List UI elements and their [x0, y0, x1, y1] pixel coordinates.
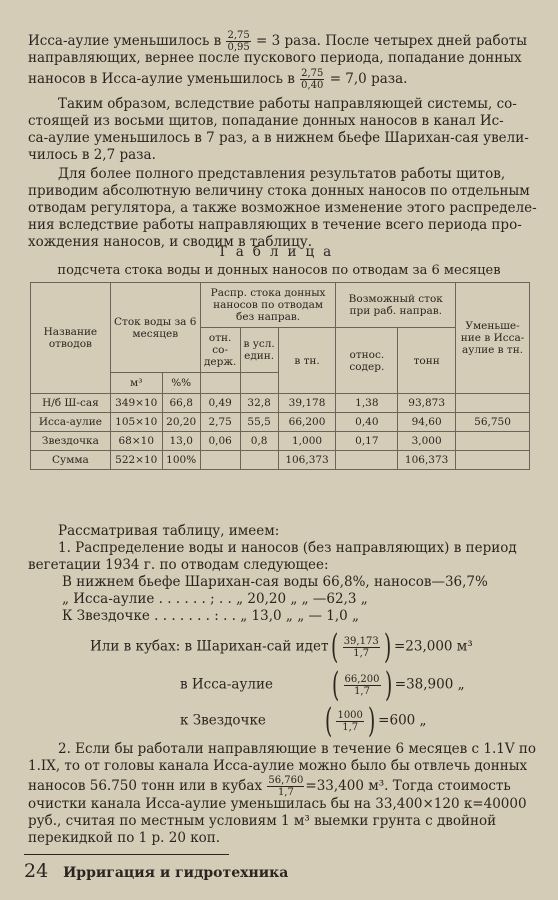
fraction: $\frac{2,75}{0,95}$: [227, 30, 250, 53]
header-pct: %%: [162, 373, 200, 394]
fraction: $\frac{56,760}{1,7}$: [268, 775, 304, 798]
cube-line3: к Звездочке ( $\frac{1000}{1,7}$ ) =600 „: [180, 701, 427, 741]
para4-line3: наносов 56.750 тонн или в кубах $\frac{56,760}{1,7}$ =33,400 м³. Тогда стоимость: [28, 775, 511, 798]
header-distribution: Распр. стока донных наносов по отводам без направ.: [200, 283, 336, 328]
para4-line1: 2. Если бы работали направляющие в течение 6 месяцев с 1.1V по: [58, 741, 536, 757]
para3-line5: хождения наносов, и сводим в таблицу.: [28, 234, 313, 250]
header-tonn: тонн: [398, 328, 456, 394]
fraction: $\frac{2,75}{0,40}$: [301, 68, 324, 91]
analysis-p1-line1: 1. Распределение воды и наносов (без направляющих) в период: [58, 540, 517, 556]
table-row: Звездочка 68×10 13,0 0,06 0,8 1,000 0,17 3,000: [31, 432, 530, 451]
para3-line4: ния вследствие работы направляющих в течение всего периода про-: [28, 217, 522, 233]
para3-line2: приводим абсолютную величину стока донных наносов по отдельным: [28, 183, 530, 199]
table-row: Сумма 522×10 100% 106,373 106,373: [31, 451, 530, 470]
para2-line2: стоящей из восьми щитов, попадание донных наносов в канал Ис-: [28, 113, 504, 129]
analysis-intro: Рассматривая таблицу, имеем:: [58, 523, 280, 539]
table-subtitle: подсчета стока воды и донных наносов по отводам за 6 месяцев: [57, 263, 501, 278]
table-title: Таблица: [217, 244, 341, 260]
header-usl: в усл. един.: [240, 328, 278, 373]
journal-title: Ирригация и гидротехника: [63, 865, 289, 881]
para1-line3: [28, 68, 407, 91]
para3-line3: отводам регулятора, а также возможное изменение этого распределе-: [28, 200, 537, 216]
para4-line6: перекидкой по 1 р. 20 коп.: [28, 830, 221, 846]
header-name: Название отводов: [31, 283, 111, 394]
header-reduction: Уменьше- ние в Исса- аулие в тн.: [456, 283, 530, 394]
header-possible: Возможный сток при раб. направ.: [336, 283, 456, 328]
footer-rule: [24, 854, 229, 855]
header-m3: м³: [110, 373, 162, 394]
para2-line3: са-аулие уменьшилось в 7 раз, а в нижнем бьефе Шарихан-сая увели-: [28, 130, 529, 146]
fraction: $\frac{39,173}{1,7}$: [343, 635, 379, 659]
header-water: Сток воды за 6 месяцев: [110, 283, 200, 373]
para4-line4: очистки канала Исса-аулие уменьшилась бы на 33,400×120 к=40000: [28, 796, 527, 812]
text: = 3 раза. После четырех дней работы: [256, 33, 527, 49]
header-rel2: относ. содер.: [336, 328, 398, 394]
para2-line4: чилось в 2,7 раза.: [28, 147, 156, 163]
analysis-list-line3: К Звездочке . . . . . . . : . . „ 13,0 „ „ — 1,0 „: [62, 608, 360, 624]
fraction: $\frac{1000}{1,7}$: [337, 709, 363, 733]
fraction: $\frac{66,200}{1,7}$: [344, 673, 380, 697]
table-row: Исса-аулие 105×10 20,20 2,75 55,5 66,200 0,40 94,60 56,750: [31, 413, 530, 432]
analysis-list-line2: „ Исса-аулие . . . . . . ; . . „ 20,20 „ „ —62,3 „: [62, 591, 368, 607]
para4-line5: руб., считая по местным условиям 1 м³ выемки грунта с двойной: [28, 813, 497, 829]
para1-line2: направляющих, вернее после пускового периода, попадание донных: [28, 50, 522, 66]
data-table: [30, 282, 530, 470]
text: наносов в Исса-аулие уменьшилось в: [28, 71, 295, 87]
page-number: 24: [24, 860, 49, 882]
text: = 7,0 раза.: [329, 71, 408, 87]
text: Исса-аулие уменьшилось в: [28, 33, 222, 49]
para4-line2: 1.IX, то от головы канала Исса-аулие можно было бы отвлечь донных: [28, 758, 528, 774]
analysis-p1-line2: вегетации 1934 г. по отводам следующее:: [28, 557, 329, 573]
cube-line2: в Исса-аулие ( $\frac{66,200}{1,7}$ ) =38,900 „: [180, 665, 465, 705]
header-tn: в тн.: [278, 328, 336, 394]
cube-line1: Или в кубах: в Шарихан-сай идет( $\frac{39,173}{1,7}$ ) =23,000 м³: [90, 627, 473, 667]
header-rel: отн. со- держ.: [200, 328, 240, 373]
page-footer: [24, 860, 288, 882]
table-row: Н/б Ш-сая 349×10 66,8 0,49 32,8 39,178 1,38 93,873: [31, 394, 530, 413]
analysis-list-line1: В нижнем бьефе Шарихан-сая воды 66,8%, наносов—36,7%: [62, 574, 488, 590]
para2-line1: Таким образом, вследствие работы направляющей системы, со-: [58, 96, 517, 112]
para3-line1: Для более полного представления результатов работы щитов,: [58, 166, 506, 182]
